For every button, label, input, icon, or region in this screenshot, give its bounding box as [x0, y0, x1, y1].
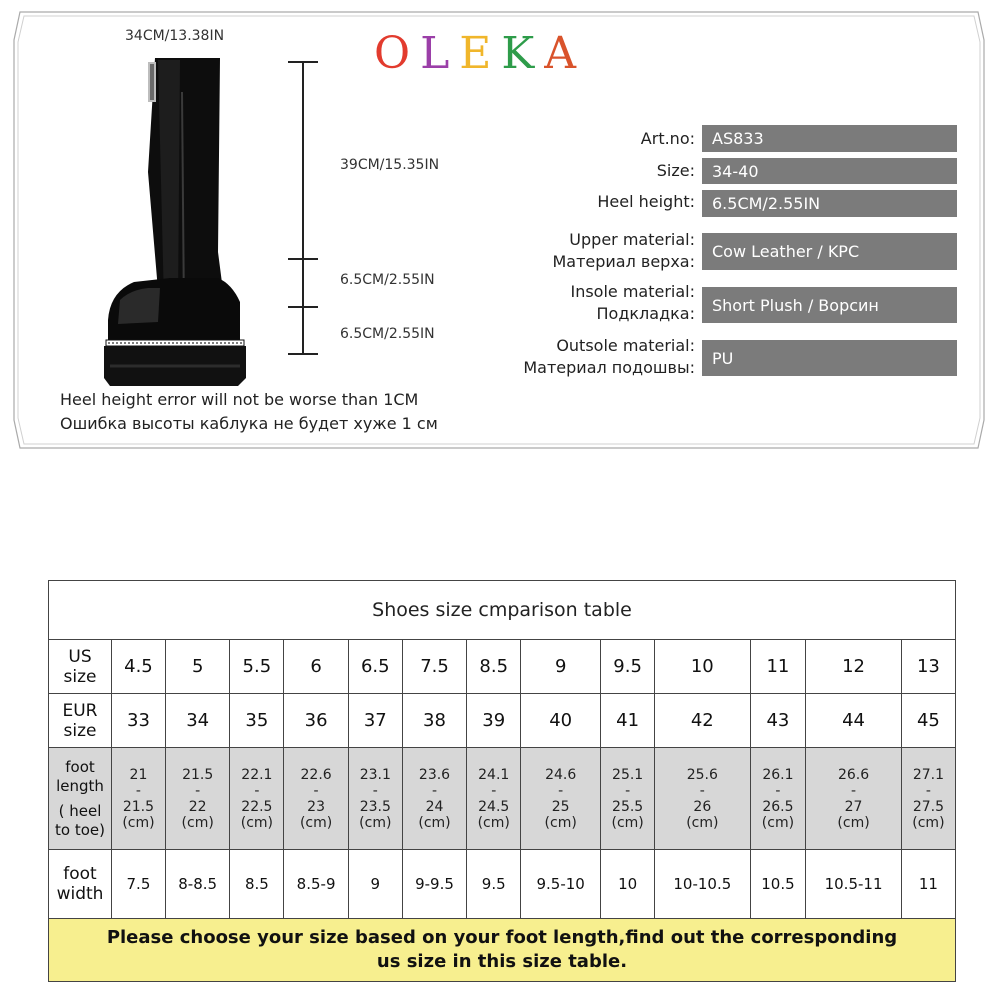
row-head-line: to toe)	[55, 820, 105, 839]
us-size-cell: 7.5	[402, 640, 467, 694]
shaft-width-label: 34CM/13.38IN	[125, 28, 225, 44]
shaft-height-label: 39CM/15.35IN	[340, 157, 440, 173]
row-head-line: ( heel	[58, 801, 102, 820]
row-head-line: US	[68, 646, 92, 667]
logo-letter: O	[374, 28, 415, 79]
foot-width-cell: 9.5-10	[521, 850, 601, 919]
spec-value: Cow Leather / KPC	[702, 233, 957, 270]
us-size-cell: 13	[901, 640, 955, 694]
foot-width-cell: 10-10.5	[655, 850, 750, 919]
table-row-eur	[49, 694, 956, 748]
table-row-foot-width	[49, 850, 956, 919]
row-head-line: foot	[65, 757, 95, 776]
eur-size-cell: 44	[806, 694, 901, 748]
foot-width-cell: 9	[348, 850, 402, 919]
row-head-foot-width	[49, 850, 112, 919]
foot-width-cell: 8.5-9	[284, 850, 349, 919]
foot-width-cell: 11	[901, 850, 955, 919]
foot-width-cell: 10	[601, 850, 655, 919]
row-head-us	[49, 640, 112, 694]
row-head-eur	[49, 694, 112, 748]
foot-width-cell: 10.5-11	[806, 850, 901, 919]
row-head-line: size	[63, 720, 97, 741]
size-advice-banner	[49, 919, 956, 982]
table-title: Shoes size cmparison table	[49, 581, 956, 640]
size-comparison-table	[48, 580, 956, 982]
foot-width-cell: 7.5	[112, 850, 166, 919]
dimension-ruler	[280, 60, 330, 360]
logo-letter: L	[420, 28, 454, 79]
foot-length-cell: 23.6 - 24 (cm)	[402, 748, 467, 850]
table-row-us	[49, 640, 956, 694]
row-head-line: size	[63, 666, 97, 687]
advice-line-1: Please choose your size based on your foot length,find out the corresponding	[106, 927, 898, 948]
logo-letter: E	[459, 28, 496, 79]
spec-label: Art.no:	[640, 129, 695, 148]
us-size-cell: 5	[165, 640, 230, 694]
foot-width-cell: 10.5	[750, 850, 806, 919]
spec-label-ru: Материал подошвы:	[523, 358, 695, 377]
foot-length-cell: 22.6 - 23 (cm)	[284, 748, 349, 850]
eur-size-cell: 33	[112, 694, 166, 748]
eur-size-cell: 41	[601, 694, 655, 748]
boot-image	[100, 52, 250, 392]
row-head-line: foot	[63, 864, 97, 884]
us-size-cell: 9.5	[601, 640, 655, 694]
spec-label: Upper material:	[569, 230, 695, 249]
foot-length-cell: 21 - 21.5 (cm)	[112, 748, 166, 850]
eur-size-cell: 42	[655, 694, 750, 748]
note-en: Heel height error will not be worse than 1CM	[60, 390, 419, 409]
eur-size-cell: 35	[230, 694, 284, 748]
eur-size-cell: 37	[348, 694, 402, 748]
spec-value: 6.5CM/2.55IN	[702, 190, 957, 217]
spec-value: AS833	[702, 125, 957, 152]
note-ru: Ошибка высоты каблука не будет хуже 1 см	[60, 414, 438, 433]
spec-value: Short Plush / Ворсин	[702, 287, 957, 323]
foot-width-cell: 9-9.5	[402, 850, 467, 919]
us-size-cell: 11	[750, 640, 806, 694]
foot-width-cell: 8.5	[230, 850, 284, 919]
us-size-cell: 4.5	[112, 640, 166, 694]
foot-width-cell: 9.5	[467, 850, 521, 919]
us-size-cell: 10	[655, 640, 750, 694]
eur-size-cell: 40	[521, 694, 601, 748]
eur-size-cell: 38	[402, 694, 467, 748]
foot-width-cell: 8-8.5	[165, 850, 230, 919]
spec-label-ru: Подкладка:	[596, 304, 695, 323]
eur-size-cell: 34	[165, 694, 230, 748]
us-size-cell: 12	[806, 640, 901, 694]
logo-letter: K	[501, 28, 539, 79]
spec-label: Heel height:	[597, 192, 695, 211]
foot-length-cell: 22.1 - 22.5 (cm)	[230, 748, 284, 850]
heel-height-label: 6.5CM/2.55IN	[340, 272, 435, 288]
platform-height-label: 6.5CM/2.55IN	[340, 326, 435, 342]
eur-size-cell: 39	[467, 694, 521, 748]
brand-logo	[374, 28, 580, 79]
heel-error-note	[60, 388, 460, 436]
foot-length-cell: 24.1 - 24.5 (cm)	[467, 748, 521, 850]
foot-length-cell: 23.1 - 23.5 (cm)	[348, 748, 402, 850]
eur-size-cell: 45	[901, 694, 955, 748]
foot-length-cell: 25.6 - 26 (cm)	[655, 748, 750, 850]
row-head-line: width	[56, 884, 104, 904]
foot-length-cell: 26.6 - 27 (cm)	[806, 748, 901, 850]
spec-value: PU	[702, 340, 957, 376]
row-head-foot-length	[49, 748, 112, 850]
foot-length-cell: 26.1 - 26.5 (cm)	[750, 748, 806, 850]
logo-letter: A	[544, 28, 581, 79]
us-size-cell: 9	[521, 640, 601, 694]
spec-value: 34-40	[702, 158, 957, 184]
foot-length-cell: 24.6 - 25 (cm)	[521, 748, 601, 850]
foot-length-cell: 21.5 - 22 (cm)	[165, 748, 230, 850]
foot-length-cell: 27.1 - 27.5 (cm)	[901, 748, 955, 850]
us-size-cell: 6	[284, 640, 349, 694]
us-size-cell: 8.5	[467, 640, 521, 694]
spec-label: Outsole material:	[556, 336, 695, 355]
advice-line-2: us size in this size table.	[376, 951, 628, 972]
row-head-line: length	[56, 776, 104, 795]
spec-label-ru: Материал верха:	[552, 252, 695, 271]
eur-size-cell: 36	[284, 694, 349, 748]
foot-length-cell: 25.1 - 25.5 (cm)	[601, 748, 655, 850]
eur-size-cell: 43	[750, 694, 806, 748]
us-size-cell: 6.5	[348, 640, 402, 694]
spec-label: Size:	[656, 161, 695, 180]
table-row-foot-length	[49, 748, 956, 850]
spec-label: Insole material:	[570, 282, 695, 301]
us-size-cell: 5.5	[230, 640, 284, 694]
row-head-line: EUR	[62, 700, 98, 721]
